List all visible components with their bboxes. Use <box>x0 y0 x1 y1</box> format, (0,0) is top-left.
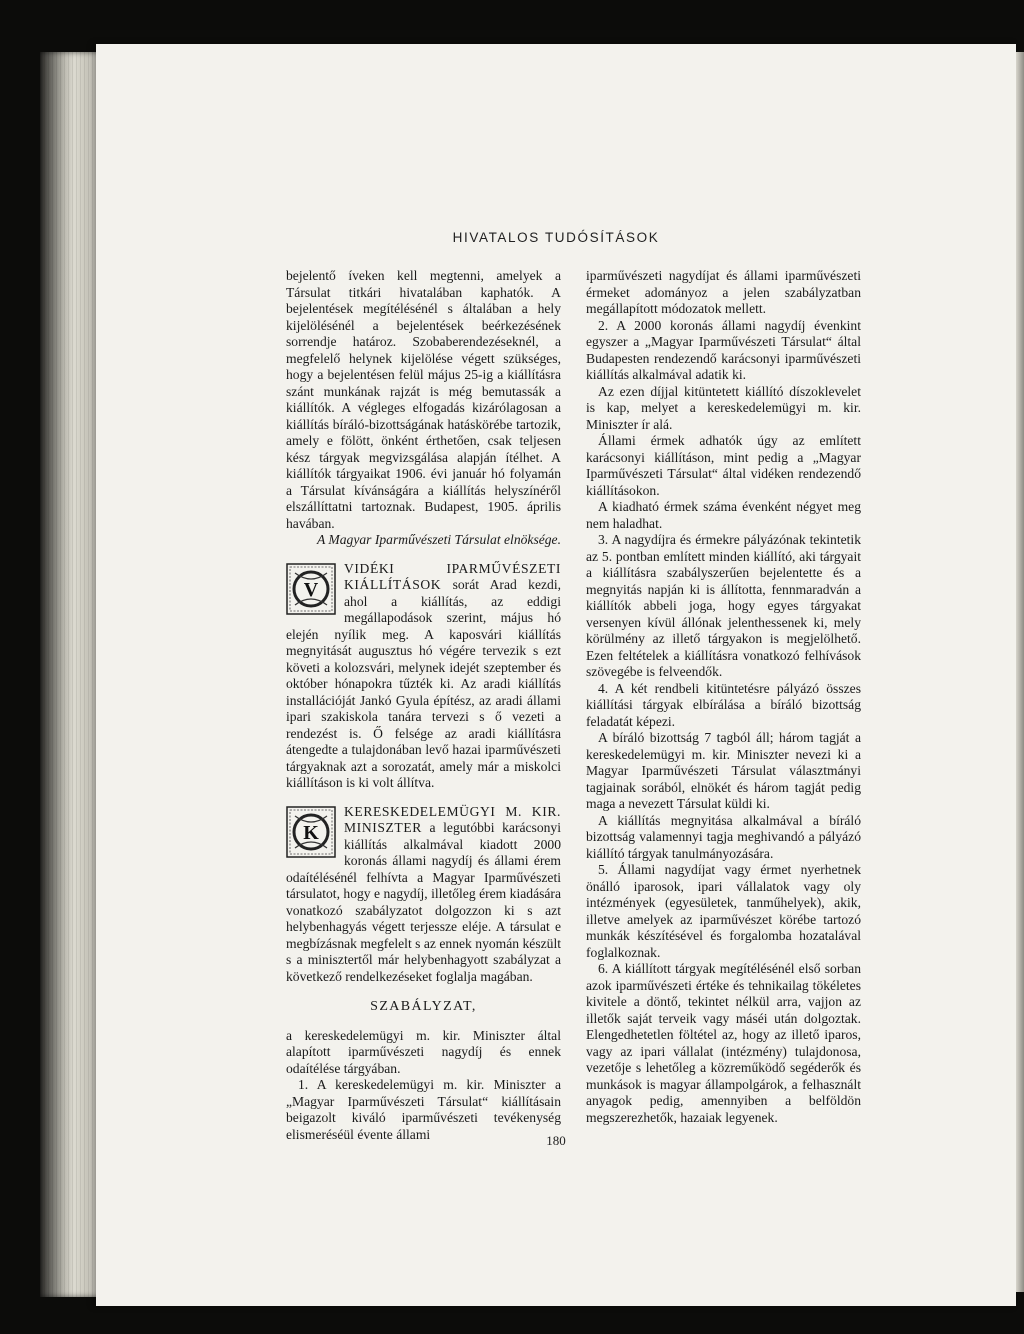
rule-paragraph: iparművészeti nagydíjat és állami iparművészeti érmeket adományoz a jelen szabályzatban megállapított módozatok mellett. <box>586 268 861 316</box>
rule-paragraph: 5. Állami nagydíjat vagy érmet nyerhetnek önálló iparosok, ipari vállalatok vagy oly intézmények (egyesületek, tanműhelyek), akik, illetve amelyek az iparművészet körébe tartozó munkák készítésével és forgalomba hozatalával foglalkoznak. <box>586 862 861 960</box>
section-text: a legutóbbi karácsonyi kiállítás alkalmával kiadott 2000 koronás állami nagydíj és állami érem odaítélésénél felhívta a Magyar Iparművészeti társulatot, hogy e nagydíj, illetőleg érem kiadására vonatkozó szabályzatot dolgozzon ki s azt helybenhagyás végett terjessze eléje. A társulat e megbízásnak megfelelt s az ennek nyomán készült s a minisztertől már helybenhagyott szabályzat a következő rendelkezéseket foglalja magában. <box>286 820 561 984</box>
rule-paragraph: A kiadható érmek száma évenként négyet meg nem haladhat. <box>586 499 861 531</box>
left-column <box>286 268 561 1143</box>
book-page <box>96 44 1016 1306</box>
rule-paragraph: Állami érmek adhatók úgy az említett karácsonyi kiállításon, mint pedig a „Magyar Iparművészeti Társulat“ által vidéken rendezendő kiállításokon. <box>586 433 861 498</box>
rule-paragraph: A kiállítás megnyitása alkalmával a bíráló bizottság valamennyi tagja meghivandó a pályázó kiállító tárgyak tanulmányozására. <box>586 812 861 861</box>
svg-text:K: K <box>303 821 319 844</box>
section-lead: VIDÉKI IPARMŰVÉSZETI KIÁLLÍTÁSOK <box>344 560 561 592</box>
rules-title: SZABÁLYZAT, <box>370 999 477 1014</box>
rule-paragraph: 3. A nagydíjra és érmekre pályázónak tekintetik az 5. pontban említett minden kiállító, aki tárgyait a kiállításra szabályszerűen bejelentette és a megnyitás napján ki is állította, fennmaradván a kiállítók abbeli joga, hogy egyes tárgyakat versenyen kívül állónak jelenthessenek ki, mely körülmény az illető tárgyakon is megjelölhető. Ezen feltételek a kiállításra vonatkozó felhívások szövegébe is felveendők. <box>586 532 861 679</box>
running-header: HIVATALOS TUDÓSÍTÁSOK <box>452 230 660 245</box>
svg-text:V: V <box>303 578 319 601</box>
section-lead: KERESKEDELEMÜGYI M. KIR. MINISZTER <box>344 803 561 835</box>
signature-line: A Magyar Iparművészeti Társulat elnöksége. <box>316 532 561 547</box>
ornamental-initial-icon <box>286 563 336 615</box>
rule-paragraph: Az ezen díjjal kitüntetett kiállító díszoklevelet is kap, melyet a kereskedelemügyi m. kir. Miniszter ír alá. <box>586 383 861 432</box>
rule-paragraph: 2. A 2000 koronás állami nagydíj évenkint egyszer a „Magyar Iparművészeti Társulat“ által Budapesten rendezendő karácsonyi iparművészeti kiállítás alkalmával adatik ki. <box>586 317 861 382</box>
right-column <box>586 268 861 1126</box>
rule-paragraph: 4. A két rendbeli kitüntetésre pályázó összes kiállítási tárgyak elbírálása a bíráló bizottság feladatát képezi. <box>586 680 861 729</box>
page-number: 180 <box>546 1133 566 1148</box>
rule-paragraph: 6. A kiállított tárgyak megítélésénél első sorban azok iparművészeti értéke és tehnikailag tökéletes kivitele a döntő, tekintet nélkül arra, vajjon az illetők saját terveik vagy máséi után dolgoztak. Elengedhetetlen föltétel az, hogy az illető iparos, vagy az ipari vállalat (intézmény) tulajdonosa, vezetője s lehetőleg a közreműködő segéderők és munkások is magyar állampolgárok, a felhasznált anyagok pedig, amennyiben a belföldön megszerezhetők, hazaiak legyenek. <box>586 961 861 1125</box>
section-vidéki <box>286 561 561 792</box>
section-kereskedelemugyi <box>286 804 561 986</box>
rule-paragraph: A bíráló bizottság 7 tagból áll; három tagját a kereskedelemügyi m. kir. Miniszter nevezi ki a Magyar Iparművészeti Társulat választmányi tagjainak sorából, elnökét és három tagját pedig maga a nevezett Társulat küldi ki. <box>586 730 861 811</box>
rule-paragraph: 1. A kereskedelemügyi m. kir. Miniszter a „Magyar Iparművészeti Társulat“ kiállításain beigazolt kiváló iparművészeti tevékenység elismeréséül évente állami <box>286 1077 561 1142</box>
intro-paragraph: bejelentő íveken kell megtenni, amelyek a Társulat titkári hivatalában kaphatók. A bejelentések megítélésénél s általában a hely kijelölésénél a bejelentések beérkezésének sorrendje határoz. Szobaberendezéseknél, a megfelelő helynek kijelölése végett szükséges, hogy a bejelentésen felül május 25-ig a kiállításra szánt munkának rajzát is még bemutassák a kiállítók. A végleges elfogadás kizárólagosan a kiállítás bíráló-bizottságának hatáskörébe tartozik, amely e fölött, önként érthetően, csak teljesen kész tárgyak megvizsgálása alapján ítélhet. A kiállítók tárgyaikat 1906. évi január hó folyamán a Társulat kívánságára a kiállítás helyszínéről elszállíttatni tartoznak. Budapest, 1905. április havában. <box>286 268 561 531</box>
page-edge-right <box>1016 52 1024 1292</box>
section-text: sorát Arad kezdi, ahol a kiállítás, az eddigi megállapodások szerint, május hó elején nyílik meg. A kaposvári kiállítás megnyitását augusztus hó végére tervezik s ezt követi a kolozsvári, melynek idejét szeptember és október hónapokra tűzték ki. Az aradi kiállítás installációját Jankó Gyula építész, az aradi állami ipari szakiskola tanára tervezi s ő vezeti a rendezést is. Ő felsége az aradi kiállításra átengedte a tulajdonában levő hazai iparművészeti tárgyaknak azt a sorozatát, amely már a miskolci kiállításon is ki volt állítva. <box>286 577 561 790</box>
book-spine-edge <box>40 52 102 1297</box>
rules-intro: a kereskedelemügyi m. kir. Miniszter által alapított iparművészeti nagydíj és ennek odaítélése tárgyában. <box>286 1027 561 1076</box>
ornamental-initial-icon <box>286 806 336 858</box>
